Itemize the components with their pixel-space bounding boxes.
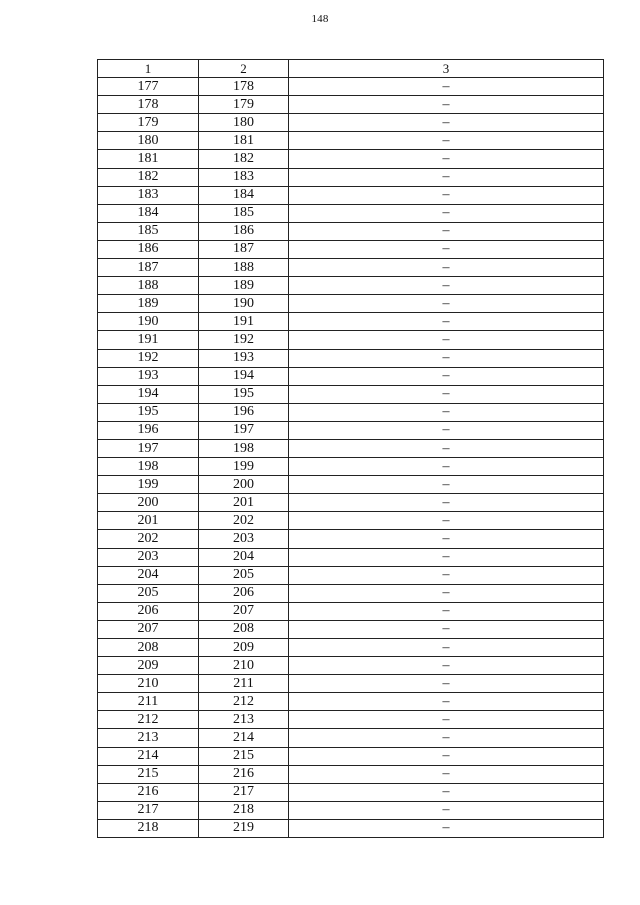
table-cell-col2: 213 [199,711,289,729]
page-number: 148 [311,13,329,25]
table-row [98,204,604,222]
table-row [98,476,604,494]
table-row [98,421,604,439]
table-cell-col2: 181 [199,132,289,150]
table-cell-col3: – [289,150,604,168]
table-cell-col1: 186 [98,240,199,258]
table-row [98,132,604,150]
table-cell-col2: 190 [199,295,289,313]
table-row [98,222,604,240]
table-cell-col2: 197 [199,421,289,439]
table-cell-col2: 199 [199,458,289,476]
table-cell-col1: 215 [98,765,199,783]
table-cell-col1: 196 [98,421,199,439]
table-cell-col1: 200 [98,494,199,512]
table-cell-col3: – [289,367,604,385]
table-cell-col2: 218 [199,801,289,819]
table-row [98,277,604,295]
table-cell-col1: 178 [98,96,199,114]
column-header-3: 3 [289,60,604,78]
table-row [98,602,604,620]
table-cell-col3: – [289,711,604,729]
table-cell-col1: 210 [98,675,199,693]
table-cell-col3: – [289,693,604,711]
table-cell-col3: – [289,639,604,657]
table-cell-col3: – [289,349,604,367]
table-cell-col1: 203 [98,548,199,566]
table-cell-col2: 195 [199,385,289,403]
table-cell-col2: 206 [199,584,289,602]
table-row [98,186,604,204]
table-cell-col3: – [289,277,604,295]
table-cell-col3: – [289,765,604,783]
table-cell-col3: – [289,295,604,313]
table-row [98,168,604,186]
table-cell-col1: 177 [98,78,199,96]
table-row [98,801,604,819]
table-cell-col3: – [289,331,604,349]
table-cell-col2: 194 [199,367,289,385]
table-cell-col3: – [289,530,604,548]
table-cell-col2: 212 [199,693,289,711]
table-cell-col1: 191 [98,331,199,349]
table-cell-col2: 202 [199,512,289,530]
table-cell-col2: 185 [199,204,289,222]
table-row [98,657,604,675]
table-cell-col2: 201 [199,494,289,512]
table-cell-col2: 200 [199,476,289,494]
table-cell-col1: 183 [98,186,199,204]
table-cell-col2: 178 [199,78,289,96]
table-cell-col2: 214 [199,729,289,747]
table-cell-col2: 184 [199,186,289,204]
table-row [98,548,604,566]
table-cell-col1: 195 [98,403,199,421]
table-cell-col3: – [289,476,604,494]
table-cell-col2: 203 [199,530,289,548]
table-cell-col3: – [289,240,604,258]
table-cell-col3: – [289,783,604,801]
table-row [98,240,604,258]
table-cell-col2: 207 [199,602,289,620]
table-cell-col3: – [289,168,604,186]
table-cell-col1: 198 [98,458,199,476]
table-cell-col1: 180 [98,132,199,150]
table-cell-col1: 181 [98,150,199,168]
table-row [98,458,604,476]
table-row [98,584,604,602]
table-cell-col3: – [289,675,604,693]
table-cell-col2: 193 [199,349,289,367]
table-cell-col1: 194 [98,385,199,403]
table-cell-col3: – [289,566,604,584]
table-row [98,566,604,584]
table-row [98,729,604,747]
table-cell-col1: 188 [98,277,199,295]
table-cell-col1: 189 [98,295,199,313]
table-cell-col3: – [289,458,604,476]
table-cell-col3: – [289,222,604,240]
table-cell-col3: – [289,548,604,566]
table-cell-col2: 198 [199,439,289,457]
table-cell-col2: 192 [199,331,289,349]
table-cell-col1: 201 [98,512,199,530]
table-cell-col3: – [289,584,604,602]
table-cell-col3: – [289,801,604,819]
table-row [98,675,604,693]
table-cell-col2: 210 [199,657,289,675]
table-cell-col2: 191 [199,313,289,331]
table-cell-col2: 187 [199,240,289,258]
table-cell-col1: 208 [98,639,199,657]
table-row [98,96,604,114]
table-row [98,512,604,530]
table-row [98,530,604,548]
table-row [98,819,604,837]
table-cell-col2: 188 [199,259,289,277]
table-cell-col3: – [289,512,604,530]
column-header-1: 1 [98,60,199,78]
table-cell-col3: – [289,403,604,421]
table-cell-col3: – [289,747,604,765]
table-row [98,349,604,367]
table-cell-col1: 184 [98,204,199,222]
table-cell-col2: 204 [199,548,289,566]
table-cell-col3: – [289,132,604,150]
table-header-row [98,60,604,78]
table-cell-col2: 219 [199,819,289,837]
table-cell-col1: 209 [98,657,199,675]
table-cell-col2: 186 [199,222,289,240]
table-row [98,747,604,765]
table-cell-col2: 217 [199,783,289,801]
table-cell-col1: 205 [98,584,199,602]
table-cell-col3: – [289,439,604,457]
table-row [98,313,604,331]
table-row [98,693,604,711]
table-row [98,783,604,801]
table-row [98,711,604,729]
table-cell-col2: 205 [199,566,289,584]
table-cell-col1: 206 [98,602,199,620]
table-cell-col3: – [289,259,604,277]
table-cell-col3: – [289,313,604,331]
table-cell-col1: 211 [98,693,199,711]
table-row [98,114,604,132]
table-row [98,403,604,421]
table-cell-col1: 197 [98,439,199,457]
table-cell-col1: 218 [98,819,199,837]
table-cell-col3: – [289,602,604,620]
table-cell-col1: 192 [98,349,199,367]
table-cell-col2: 182 [199,150,289,168]
table-cell-col3: – [289,96,604,114]
table-cell-col3: – [289,385,604,403]
table-cell-col2: 209 [199,639,289,657]
table-cell-col1: 182 [98,168,199,186]
table-cell-col1: 204 [98,566,199,584]
table-cell-col2: 215 [199,747,289,765]
table-cell-col1: 202 [98,530,199,548]
table-row [98,765,604,783]
table-cell-col3: – [289,729,604,747]
column-header-2: 2 [199,60,289,78]
table-cell-col1: 185 [98,222,199,240]
table-row [98,385,604,403]
table-row [98,439,604,457]
table-cell-col2: 211 [199,675,289,693]
table-cell-col3: – [289,204,604,222]
table-cell-col1: 190 [98,313,199,331]
table-cell-col3: – [289,78,604,96]
table-cell-col2: 208 [199,620,289,638]
table-cell-col1: 216 [98,783,199,801]
table-cell-col3: – [289,494,604,512]
table-cell-col3: – [289,657,604,675]
table-row [98,494,604,512]
table-cell-col1: 187 [98,259,199,277]
table-cell-col2: 216 [199,765,289,783]
table-cell-col2: 179 [199,96,289,114]
table-cell-col3: – [289,186,604,204]
table-cell-col1: 213 [98,729,199,747]
data-table [97,59,604,838]
table-row [98,259,604,277]
table-row [98,639,604,657]
table-row [98,150,604,168]
table-cell-col2: 180 [199,114,289,132]
table-row [98,367,604,385]
table-cell-col1: 193 [98,367,199,385]
table-cell-col1: 199 [98,476,199,494]
table-body [98,78,604,838]
table-row [98,295,604,313]
table-cell-col3: – [289,620,604,638]
table-row [98,78,604,96]
table-cell-col1: 207 [98,620,199,638]
table-cell-col3: – [289,819,604,837]
table-cell-col2: 196 [199,403,289,421]
table-cell-col2: 183 [199,168,289,186]
table-cell-col3: – [289,421,604,439]
table-row [98,331,604,349]
table-cell-col1: 214 [98,747,199,765]
table-cell-col1: 179 [98,114,199,132]
table-cell-col2: 189 [199,277,289,295]
table-cell-col1: 212 [98,711,199,729]
table-row [98,620,604,638]
table-cell-col1: 217 [98,801,199,819]
table-cell-col3: – [289,114,604,132]
